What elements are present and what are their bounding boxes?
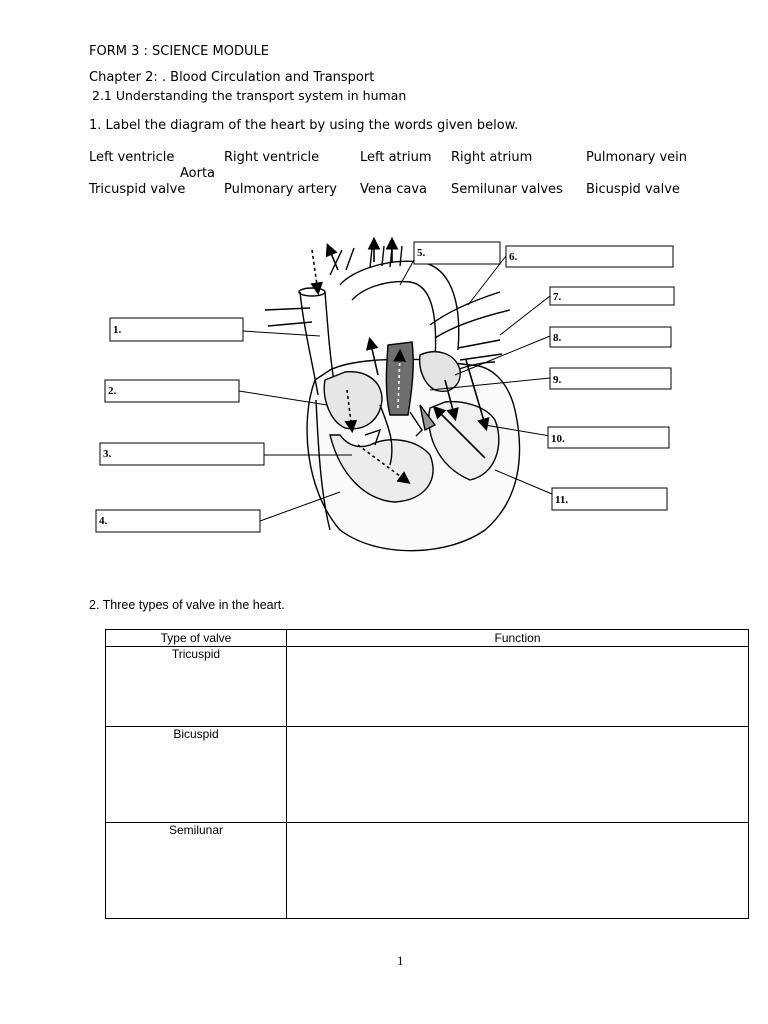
heart-diagram: [90, 230, 690, 560]
page-number: 1: [397, 953, 404, 968]
label-box-3[interactable]: [100, 443, 264, 465]
word-pulmonary-artery: Pulmonary artery: [224, 182, 337, 197]
label-box-1[interactable]: [110, 318, 243, 341]
label-number-7: 7.: [553, 291, 562, 303]
label-box-10[interactable]: [548, 427, 669, 448]
label-box-6[interactable]: [506, 246, 673, 267]
table-row: [106, 647, 749, 727]
chapter-title: Chapter 2: . Blood Circulation and Transport: [89, 70, 375, 85]
word-right-ventricle: Right ventricle: [224, 150, 320, 165]
question1-prompt: 1. Label the diagram of the heart by using the words given below.: [89, 118, 519, 133]
question2-prompt: 2. Three types of valve in the heart.: [89, 598, 285, 612]
col-type-header: Type of valve: [106, 630, 287, 647]
label-number-2: 2.: [108, 385, 117, 397]
word-left-ventricle: Left ventricle: [89, 150, 175, 165]
word-left-atrium: Left atrium: [360, 150, 432, 165]
label-box-5[interactable]: [414, 242, 500, 264]
table-row: [106, 823, 749, 919]
word-bicuspid-valve: Bicuspid valve: [586, 182, 680, 197]
label-number-1: 1.: [113, 324, 122, 336]
label-box-9[interactable]: [550, 368, 671, 389]
label-box-11[interactable]: [552, 488, 667, 510]
section-title: 2.1 Understanding the transport system in human: [92, 88, 407, 103]
valve-type-cell: Bicuspid: [106, 727, 287, 823]
table-row: [106, 727, 749, 823]
label-number-8: 8.: [553, 332, 562, 344]
label-number-9: 9.: [553, 374, 562, 386]
word-vena-cava: Vena cava: [360, 182, 427, 197]
label-box-4[interactable]: [96, 510, 260, 532]
label-number-10: 10.: [551, 433, 565, 445]
function-cell[interactable]: [287, 823, 749, 919]
label-number-6: 6.: [509, 251, 518, 263]
word-right-atrium: Right atrium: [451, 150, 533, 165]
label-number-3: 3.: [103, 448, 112, 460]
valve-table: [105, 629, 749, 919]
module-title: FORM 3 : SCIENCE MODULE: [89, 44, 269, 59]
valve-type-cell: Tricuspid: [106, 647, 287, 727]
valve-type-cell: Semilunar: [106, 823, 287, 919]
label-number-5: 5.: [417, 247, 426, 259]
label-number-11: 11.: [555, 494, 569, 506]
table-header-row: [106, 630, 749, 647]
function-cell[interactable]: [287, 727, 749, 823]
label-box-7[interactable]: [550, 287, 674, 305]
function-cell[interactable]: [287, 647, 749, 727]
word-semilunar-valves: Semilunar valves: [451, 182, 563, 197]
label-number-4: 4.: [99, 515, 108, 527]
label-box-2[interactable]: [105, 380, 239, 402]
label-box-8[interactable]: [550, 327, 671, 347]
word-pulmonary-vein: Pulmonary vein: [586, 150, 687, 165]
word-aorta: Aorta: [180, 166, 216, 181]
word-tricuspid-valve: Tricuspid valve: [89, 182, 186, 197]
col-function-header: Function: [287, 630, 749, 647]
